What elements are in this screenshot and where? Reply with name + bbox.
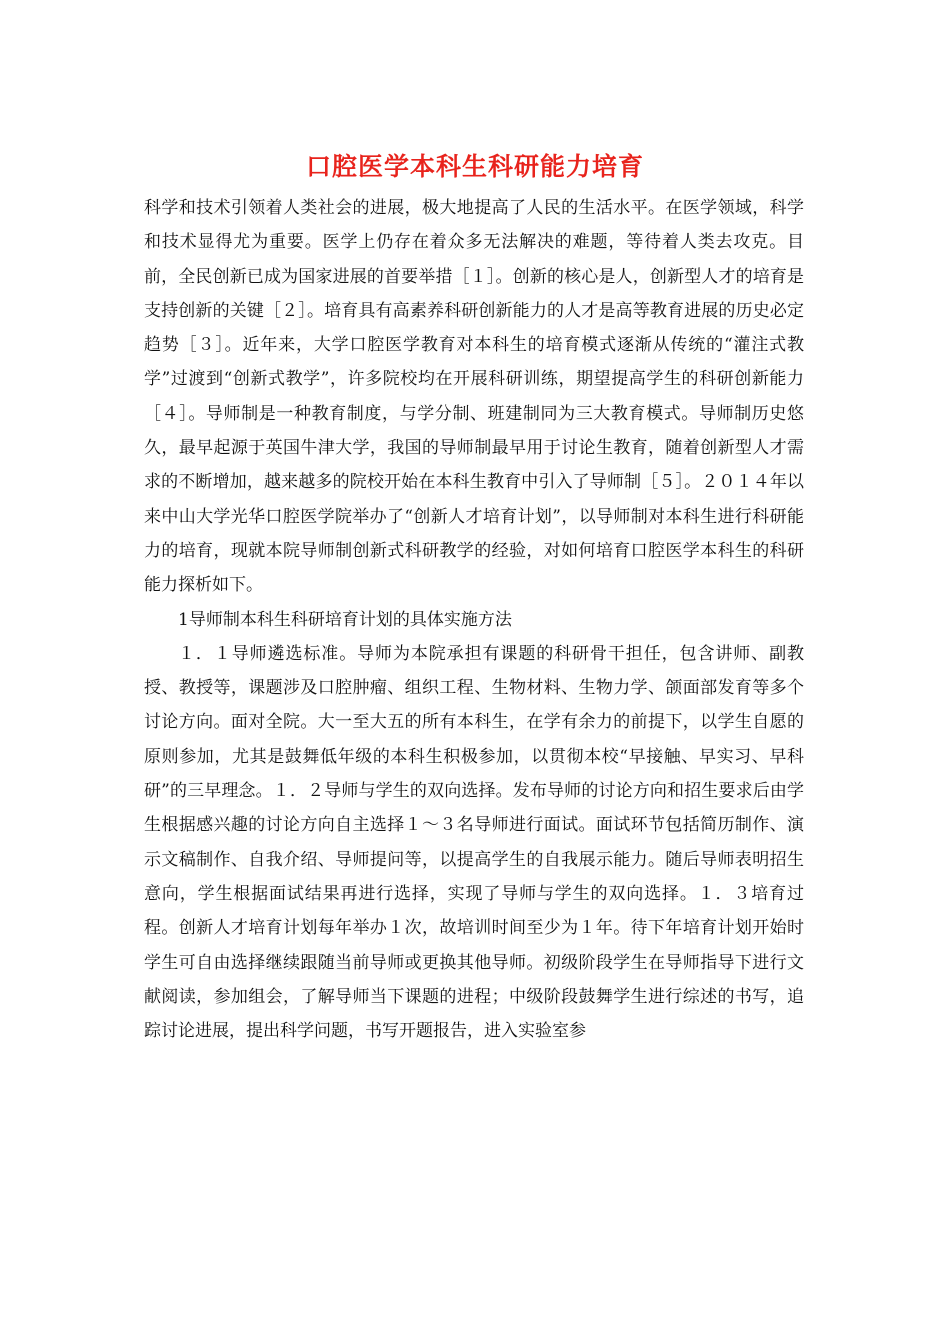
document-title: 口腔医学本科生科研能力培育 <box>305 152 644 181</box>
paragraph-intro: 科学和技术引领着人类社会的进展，极大地提高了人民的生活水平。在医学领域，科学和技术显得尤为重要。医学上仍存在着众多无法解决的难题，等待着人类去攻克。目前，全民创新已成为国家进展的首要举措［１］。创新的核心是人，创新型人才的培育是支持创新的关键［２］。培育具有高素养科研创新能力的人才是高等教育进展的历史必定趋势［３］。近年来，大学口腔医学教育对本科生的培育模式逐渐从传统的“灌注式教学”过渡到“创新式教学”，许多院校均在开展科研训练，期望提高学生的科研创新能力［４］。导师制是一种教育制度，与学分制、班建制同为三大教育模式。导师制历史悠久，最早起源于英国牛津大学，我国的导师制最早用于讨论生教育，随着创新型人才需求的不断增加，越来越多的院校开始在本科生教育中引入了导师制［５］。２０１４年以来中山大学光华口腔医学院举办了“创新人才培育计划”，以导师制对本科生进行科研能力的培育，现就本院导师制创新式科研教学的经验，对如何培育口腔医学本科生的科研能力探析如下。 <box>144 198 804 596</box>
paragraph-methods: １．１导师遴选标准。导师为本院承担有课题的科研骨干担任，包含讲师、副教授、教授等，课题涉及口腔肿瘤、组织工程、生物材料、生物力学、颌面部发育等多个讨论方向。面对全院。大一至大五的所有本科生，在学有余力的前提下，以学生自愿的原则参加，尤其是鼓舞低年级的本科生积极参加，以贯彻本校“早接触、早实习、早科研”的三早理念。１．２导师与学生的双向选择。发布导师的讨论方向和招生要求后由学生根据感兴趣的讨论方向自主选择１～３名导师进行面试。面试环节包括简历制作、演示文稿制作、自我介绍、导师提问等，以提高学生的自我展示能力。随后导师表明招生意向，学生根据面试结果再进行选择，实现了导师与学生的双向选择。１．３培育过程。创新人才培育计划每年举办１次，故培训时间至少为１年。待下年培育计划开始时学生可自由选择继续跟随当前导师或更换其他导师。初级阶段学生在导师指导下进行文献阅读，参加组会，了解导师当下课题的进程；中级阶段鼓舞学生进行综述的书写，追踪讨论进展，提出科学问题，书写开题报告，进入实验室参 <box>144 643 804 1042</box>
document-body <box>144 191 804 1048</box>
section-heading: 1导师制本科生科研培育计划的具体实施方法 <box>178 609 512 630</box>
